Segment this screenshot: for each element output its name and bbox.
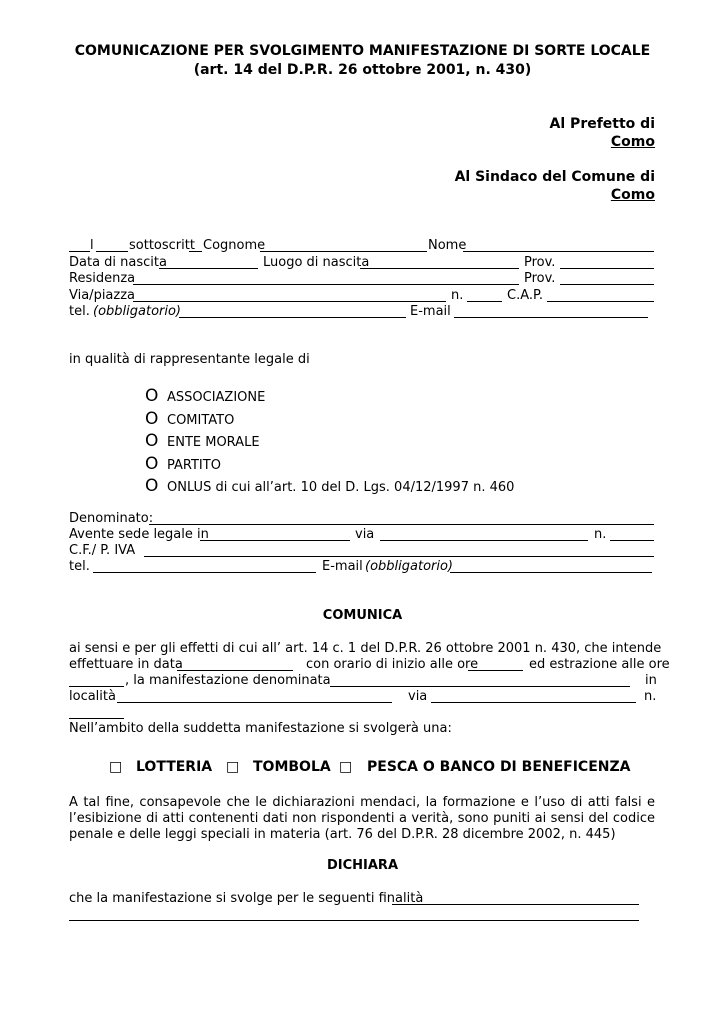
finalita-field[interactable] [392,904,639,905]
lotteria-checkbox[interactable]: □ [109,759,123,775]
denominato-label: Denominato: [69,511,154,526]
prov-residenza-label: Prov. [524,271,556,286]
data-nascita-field[interactable] [159,268,258,269]
option-associazione: ASSOCIAZIONE [167,390,266,405]
cap-label: C.A.P. [507,288,543,303]
option-ente-morale: ENTE MORALE [167,435,260,450]
numero-label: n. [451,288,464,303]
option-partito: PARTITO [167,458,221,473]
tel-obbligatorio: (obbligatorio) [93,304,182,319]
sede-n-field[interactable] [610,540,654,541]
dichiara-heading: DICHIARA [326,858,399,873]
entity-email-obbligatorio: (obbligatorio) [365,559,454,574]
option-onlus: ONLUS di cui all’art. 10 del D. Lgs. 04/12/1997 n. 460 [167,480,515,495]
entity-email-field[interactable] [450,572,652,573]
sede-via-field[interactable] [380,540,588,541]
recipient-prefetto: Al Prefetto di [549,116,655,132]
comunica-data-label: effettuare in data [69,657,183,672]
localita-label: località [69,689,116,704]
tombola-checkbox[interactable]: □ [226,759,240,775]
localita-field[interactable] [117,702,392,703]
recipient-prefetto-city: Como [610,134,655,150]
prov-nascita-label: Prov. [524,255,556,270]
sede-via-label: via [355,527,375,542]
prov-nascita-field[interactable] [560,268,654,269]
denominata-label: , la manifestazione denominata [125,673,331,688]
email-label: E-mail [410,304,451,319]
nome-field[interactable] [463,251,654,252]
sede-n-label: n. [594,527,607,542]
orario-inizio-field[interactable] [468,670,523,671]
entity-tel-field[interactable] [93,572,316,573]
document-subtitle: (art. 14 del D.P.R. 26 ottobre 2001, n. 430) [193,62,532,78]
option-circle-icon[interactable]: O [145,409,159,429]
orario-inizio-label: con orario di inizio alle ore [306,657,479,672]
option-circle-icon[interactable]: O [145,476,159,496]
data-evento-field[interactable] [177,670,293,671]
ambito-text: Nell’ambito della suddetta manifestazione si svolgerà una: [69,721,452,736]
via-piazza-label: Via/piazza [69,288,136,303]
option-circle-icon[interactable]: O [145,454,159,474]
lotteria-label: LOTTERIA [136,759,213,775]
localita-via-field[interactable] [431,702,636,703]
cf-field[interactable] [144,556,654,557]
luogo-nascita-field[interactable] [360,268,519,269]
disclaimer-text: A tal fine, consapevole che le dichiarazioni mendaci, la formazione e l’uso di atti falsi e l’esibizione di atti contenenti dati non rispondenti a verità, sono puniti ai sensi del codice penale e delle leggi speciali in materia (art. 76 del D.P.R. 28 dicembre 2002, n. 445) [69,795,655,842]
qualita-text: in qualità di rappresentante legale di [69,352,310,367]
finalita-field-line-2[interactable] [69,920,639,921]
recipient-sindaco-city: Como [610,187,655,203]
applicant-l-label: l [90,238,94,253]
prov-residenza-field[interactable] [560,284,654,285]
comunica-heading: COMUNICA [322,608,403,623]
localita-n-field[interactable] [69,718,124,719]
denominato-field[interactable] [149,524,654,525]
pesca-label: PESCA O BANCO DI BENEFICENZA [367,759,631,775]
data-nascita-label: Data di nascita [69,255,167,270]
localita-n-label: n. [644,689,657,704]
orario-estrazione-field[interactable] [69,686,124,687]
localita-via-label: via [408,689,428,704]
orario-estrazione-label: ed estrazione alle ore [529,657,670,672]
residenza-field[interactable] [133,284,519,285]
suffix-blank-2[interactable] [189,251,202,252]
cognome-field[interactable] [260,251,427,252]
entity-tel-label: tel. [69,559,90,574]
suffix-blank-1[interactable] [96,251,128,252]
sede-label: Avente sede legale in [69,527,209,542]
numero-field[interactable] [467,301,502,302]
sede-field[interactable] [200,540,350,541]
cf-label: C.F./ P. IVA [69,543,136,558]
finalita-label: che la manifestazione si svolge per le seguenti finalità [69,891,424,906]
nome-label: Nome [428,238,467,253]
entity-email-label: E-mail [322,559,363,574]
email-field[interactable] [454,317,648,318]
option-comitato: COMITATO [167,413,235,428]
tel-label: tel. [69,304,90,319]
via-piazza-field[interactable] [133,301,446,302]
in-label: in [645,673,657,688]
cap-field[interactable] [547,301,654,302]
article-blank[interactable] [69,251,90,252]
denominazione-field[interactable] [330,686,630,687]
option-circle-icon[interactable]: O [145,431,159,451]
luogo-nascita-label: Luogo di nascita [263,255,370,270]
sottoscritto-label: sottoscritt [129,238,195,253]
option-circle-icon[interactable]: O [145,386,159,406]
tombola-label: TOMBOLA [253,759,331,775]
tel-field[interactable] [179,317,406,318]
comunica-line-1: ai sensi e per gli effetti di cui all’ art. 14 c. 1 del D.P.R. 26 ottobre 2001 n. 430, che intende [69,641,662,656]
recipient-sindaco: Al Sindaco del Comune di [454,169,655,185]
document-title: COMUNICAZIONE PER SVOLGIMENTO MANIFESTAZIONE DI SORTE LOCALE [74,43,651,59]
cognome-label: Cognome [203,238,266,253]
residenza-label: Residenza [69,271,136,286]
pesca-checkbox[interactable]: □ [339,759,353,775]
